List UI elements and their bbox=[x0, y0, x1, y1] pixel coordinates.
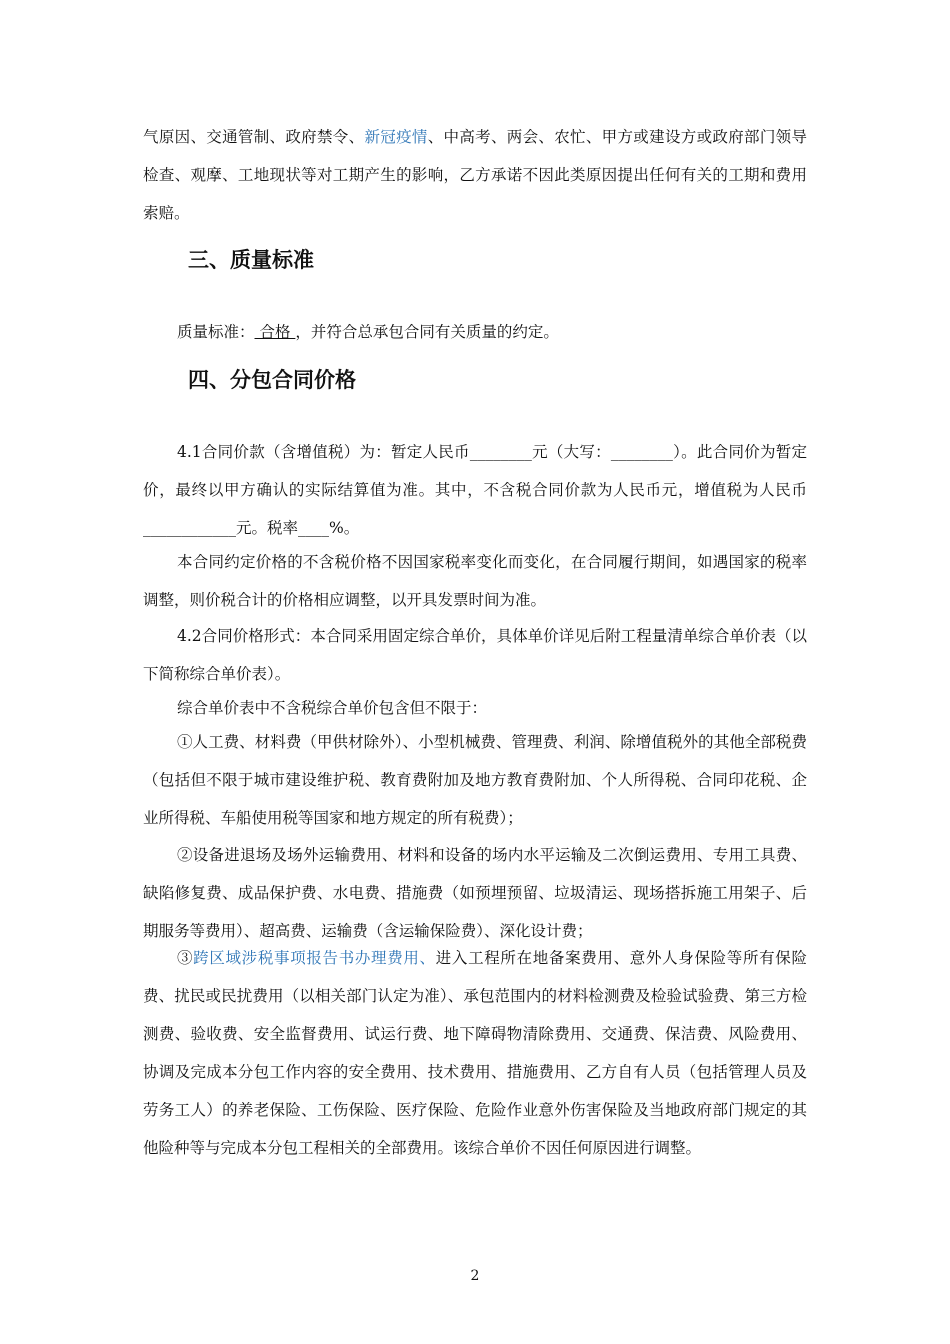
paragraph-schedule-continuation bbox=[143, 118, 807, 232]
text-run: 元。税率 bbox=[236, 519, 299, 537]
blank-vat: ____________ bbox=[143, 519, 236, 537]
text-run: 进入工程所在地备案费用、意外人身保险等所有保险费、扰民或民扰费用（以相关部门认定为准）、承包范围内的材料检测费及检验试验费、第三方检测费、验收费、安全监督费用、试运行费、地下障碍物清除费用、交通费、保洁费、风险费用、协调及完成本分包工作内容的安全费用、技术费用、措施费用、乙方自有人员（包括管理人员及劳务工人）的养老保险、工伤保险、医疗保险、危险作业意外伤害保险及当地政府部门规定的其他险种等与完成本分包工程相关的全部费用。该综合单价不因任何原因进行调整。 bbox=[143, 949, 807, 1157]
paragraph-4-1-contract-price bbox=[143, 433, 807, 547]
paragraph-tax-change: 本合同约定价格的不含税价格不因国家税率变化而变化，在合同履行期间，如遇国家的税率调整，则价税合计的价格相应调整，以开具发票时间为准。 bbox=[143, 553, 807, 609]
text-run: ，并符合总承包合同有关质量的约定。 bbox=[295, 323, 559, 341]
hyperlink-cross-region-tax[interactable]: 跨区域涉税事项报告书办理费用、 bbox=[193, 949, 436, 967]
page-number: 2 bbox=[470, 1268, 480, 1284]
list-item-3 bbox=[143, 939, 807, 1167]
text-run: 气原因、交通管制、政府禁令、 bbox=[143, 128, 365, 146]
text-run: 、中高考、两会、农忙、甲方或建设方或政府部门领导检查、观摩、工地现状等对工期产生的影响，乙方承诺不因此类原因提出任何有关的工期和费用索赔。 bbox=[143, 128, 807, 222]
blank-amount: ________ bbox=[469, 443, 532, 461]
quality-label: 质量标准： bbox=[177, 323, 255, 341]
list-item-1: ①人工费、材料费（甲供材除外）、小型机械费、管理费、利润、除增值税外的其他全部税费（包括但不限于城市建设维护税、教育费附加及地方教育费附加、个人所得税、合同印花税、企业所得税、车船使用税等国家和地方规定的所有税费）； bbox=[143, 733, 807, 827]
text-run: 4.1合同价款（含增值税）为：暂定人民币 bbox=[177, 443, 470, 461]
paragraph-quality-standard bbox=[143, 313, 807, 351]
hyperlink-covid[interactable]: 新冠疫情 bbox=[364, 128, 428, 146]
list-marker: ③ bbox=[177, 949, 194, 967]
text-run: %。 bbox=[329, 519, 360, 537]
blank-tax-rate: ____ bbox=[298, 519, 330, 537]
paragraph-unit-price-includes: 综合单价表中不含税综合单价包含但不限于： bbox=[177, 699, 488, 717]
blank-amount-words: ________ bbox=[610, 443, 673, 461]
quality-value: 合格 bbox=[254, 323, 296, 341]
text-run: ）。此合同价为暂定价，最终以甲方确认的实际结算值为准。其中，不含税合同价款为人民币元，增值税为人民币 bbox=[143, 443, 807, 499]
paragraph-4-2-price-form: 4.2合同价格形式：本合同采用固定综合单价，具体单价详见后附工程量清单综合单价表（以下简称综合单价表）。 bbox=[143, 627, 807, 683]
section-heading-price: 四、分包合同价格 bbox=[188, 368, 356, 392]
list-item-2: ②设备进退场及场外运输费用、材料和设备的场内水平运输及二次倒运费用、专用工具费、缺陷修复费、成品保护费、水电费、措施费（如预埋预留、垃圾清运、现场搭拆施工用架子、后期服务等费用）、超高费、运输费（含运输保险费）、深化设计费； bbox=[143, 846, 807, 940]
text-run: 元（大写： bbox=[531, 443, 611, 461]
section-heading-quality: 三、质量标准 bbox=[188, 248, 314, 272]
